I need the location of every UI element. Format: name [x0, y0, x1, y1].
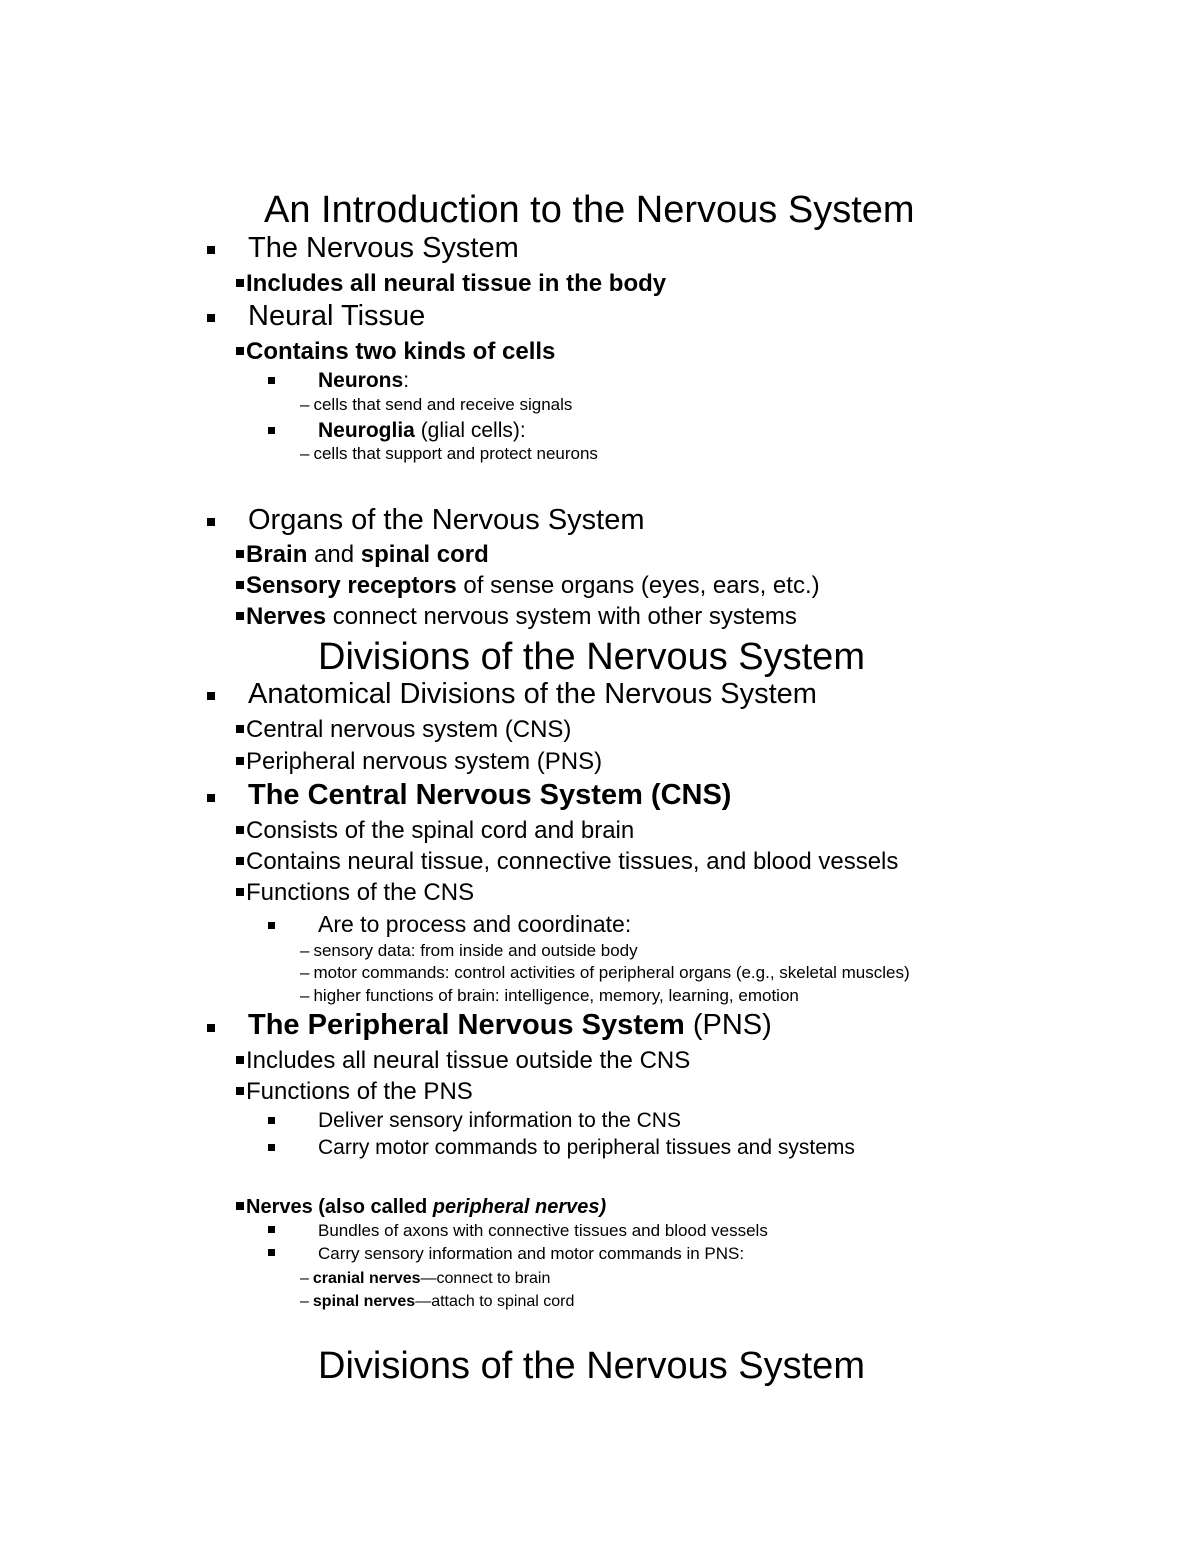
bullet-text: Contains neural tissue, connective tissues, and blood vessels [236, 849, 898, 875]
bullet-text: Brain and spinal cord [236, 542, 489, 568]
bullet-icon [207, 1024, 215, 1032]
bullet-icon [268, 922, 275, 929]
bullet-icon [268, 1249, 275, 1256]
section-title-divisions: Divisions of the Nervous System [318, 636, 865, 678]
sub-bullet-item: Deliver sensory information to the CNS [318, 1109, 681, 1132]
bullet-text: Functions of the CNS [236, 880, 474, 906]
bullet-icon [236, 1056, 244, 1064]
sub-bullet-process: Are to process and coordinate: [318, 911, 632, 937]
bullet-icon [236, 347, 244, 355]
bullet-icon [207, 518, 215, 526]
bullet-icon [236, 279, 244, 287]
bullet-icon [207, 692, 215, 700]
bullet-icon [236, 826, 244, 834]
bullet-icon [236, 725, 244, 733]
sub-bullet-neurons: Neurons: [318, 369, 410, 392]
bullet-icon [268, 427, 275, 434]
dash-item: – cranial nerves—connect to brain [300, 1270, 551, 1287]
bullet-icon [268, 1117, 275, 1124]
bullet-icon [236, 581, 244, 589]
section-heading-pns: The Peripheral Nervous System (PNS) [248, 1009, 772, 1041]
bullet-icon [268, 1226, 275, 1233]
bullet-icon [236, 612, 244, 620]
bullet-text: Contains two kinds of cells [236, 339, 555, 365]
section-heading-nervous-system: The Nervous System [248, 232, 519, 264]
bullet-icon [207, 246, 215, 254]
bullet-icon [236, 888, 244, 896]
bullet-icon [268, 1144, 275, 1151]
dash-item: – spinal nerves—attach to spinal cord [300, 1293, 575, 1310]
dash-item: – cells that send and receive signals [300, 395, 573, 414]
dash-item: – higher functions of brain: intelligence, memory, learning, emotion [300, 986, 799, 1005]
dash-item: – sensory data: from inside and outside body [300, 941, 638, 960]
bullet-text: Nerves connect nervous system with other systems [236, 604, 797, 630]
section-title-divisions-repeat: Divisions of the Nervous System [318, 1345, 865, 1387]
bullet-text-nerves: Nerves (also called peripheral nerves) [236, 1196, 606, 1218]
bullet-text: Includes all neural tissue in the body [236, 271, 666, 297]
bullet-icon [236, 1087, 244, 1095]
section-heading-anatomical: Anatomical Divisions of the Nervous System [248, 678, 817, 710]
section-heading-neural-tissue: Neural Tissue [248, 300, 426, 332]
bullet-text: Functions of the PNS [236, 1079, 473, 1105]
sub-bullet-neuroglia: Neuroglia (glial cells): [318, 419, 526, 442]
dash-item: – motor commands: control activities of peripheral organs (e.g., skeletal muscles) [300, 963, 910, 982]
bullet-icon [207, 314, 215, 322]
bullet-text: Consists of the spinal cord and brain [236, 818, 634, 844]
bullet-text: Peripheral nervous system (PNS) [236, 749, 602, 775]
bullet-icon [207, 794, 215, 802]
section-heading-cns: The Central Nervous System (CNS) [248, 779, 732, 811]
bullet-icon [268, 377, 275, 384]
bullet-text: Sensory receptors of sense organs (eyes, ears, etc.) [236, 573, 820, 599]
sub-bullet-item: Carry sensory information and motor commands in PNS: [318, 1244, 745, 1263]
bullet-text: Central nervous system (CNS) [236, 717, 571, 743]
bullet-text: Includes all neural tissue outside the CNS [236, 1048, 690, 1074]
section-heading-organs: Organs of the Nervous System [248, 504, 645, 536]
bullet-icon [236, 757, 244, 765]
bullet-icon [236, 857, 244, 865]
bullet-icon [236, 550, 244, 558]
dash-item: – cells that support and protect neurons [300, 444, 598, 463]
sub-bullet-item: Carry motor commands to peripheral tissues and systems [318, 1136, 855, 1159]
bullet-icon [236, 1202, 244, 1210]
sub-bullet-item: Bundles of axons with connective tissues and blood vessels [318, 1221, 768, 1240]
page-title: An Introduction to the Nervous System [264, 189, 915, 231]
